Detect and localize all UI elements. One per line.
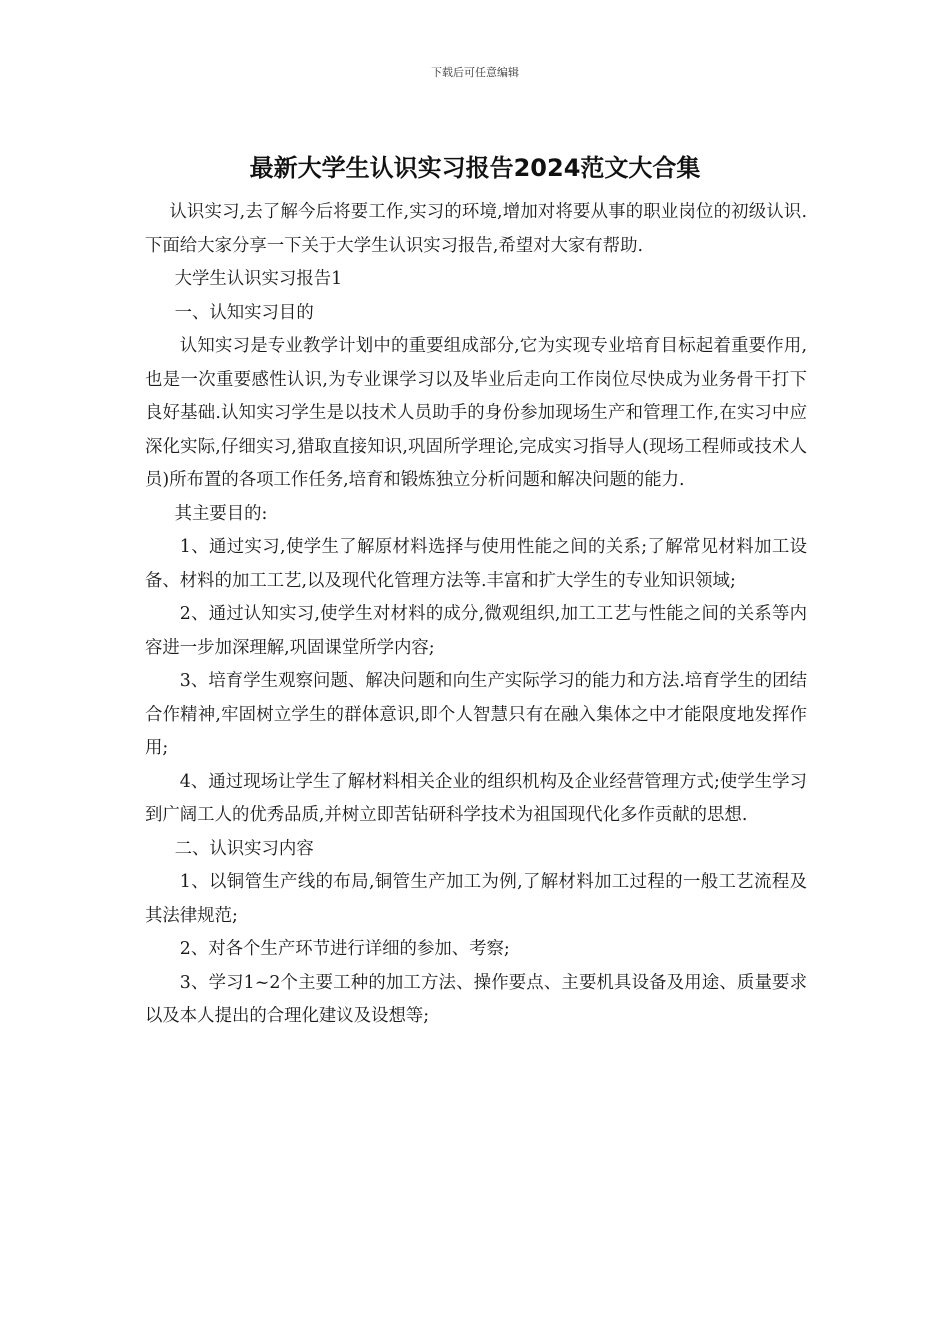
header-note: 下载后可任意编辑 [431, 66, 519, 79]
section-heading: 二、认识实习内容 [174, 838, 314, 859]
section-heading: 一、认知实习目的 [174, 302, 314, 323]
list-item: 2、对各个生产环节进行详细的参加、考察; [179, 939, 510, 959]
list-item: 3、培育学生观察问题、解决问题和向生产实际学习的能力和方法.培育学生的团结合作精神,牢固树立学生的群体意识,即个人智慧只有在融入集体之中才能限度地发挥作用; [145, 671, 807, 758]
list-item: 4、通过现场让学生了解材料相关企业的组织机构及企业经营管理方式;使学生学习到广阔工人的优秀品质,并树立即苦钻研科学技术为祖国现代化多作贡献的思想. [145, 771, 807, 825]
body-paragraph: 认知实习是专业教学计划中的重要组成部分,它为实现专业培育目标起着重要作用,也是一次重要感性认识,为专业课学习以及毕业后走向工作岗位尽快成为业务骨干打下良好基础.认知实习学生是以技术人员助手的身份参加现场生产和管理工作,在实习中应深化实际,仔细实习,猎取直接知识,巩固所学理论,完成实习指导人(现场工程师或技术人员)所布置的各项工作任务,培育和锻炼独立分析问题和解决问题的能力. [145, 336, 807, 490]
report-heading: 大学生认识实习报告1 [174, 269, 343, 289]
document-title: 最新大学生认识实习报告2024范文大合集 [249, 154, 701, 182]
list-item: 1、以铜管生产线的布局,铜管生产加工为例,了解材料加工过程的一般工艺流程及其法律规范; [145, 872, 807, 926]
list-item: 3、学习1~2个主要工种的加工方法、操作要点、主要机具设备及用途、质量要求以及本人提出的合理化建议及设想等; [145, 972, 807, 1026]
document-body [145, 196, 807, 1034]
list-item: 1、通过实习,使学生了解原材料选择与使用性能之间的关系;了解常见材料加工设备、材料的加工工艺,以及现代化管理方法等.丰富和扩大学生的专业知识领域; [145, 537, 807, 591]
list-item: 2、通过认知实习,使学生对材料的成分,微观组织,加工工艺与性能之间的关系等内容进一步加深理解,巩固课堂所学内容; [145, 604, 807, 658]
intro-paragraph: 认识实习,去了解今后将要工作,实习的环境,增加对将要从事的职业岗位的初级认识.下面给大家分享一下关于大学生认识实习报告,希望对大家有帮助. [145, 202, 807, 256]
subheading: 其主要目的: [174, 503, 268, 524]
